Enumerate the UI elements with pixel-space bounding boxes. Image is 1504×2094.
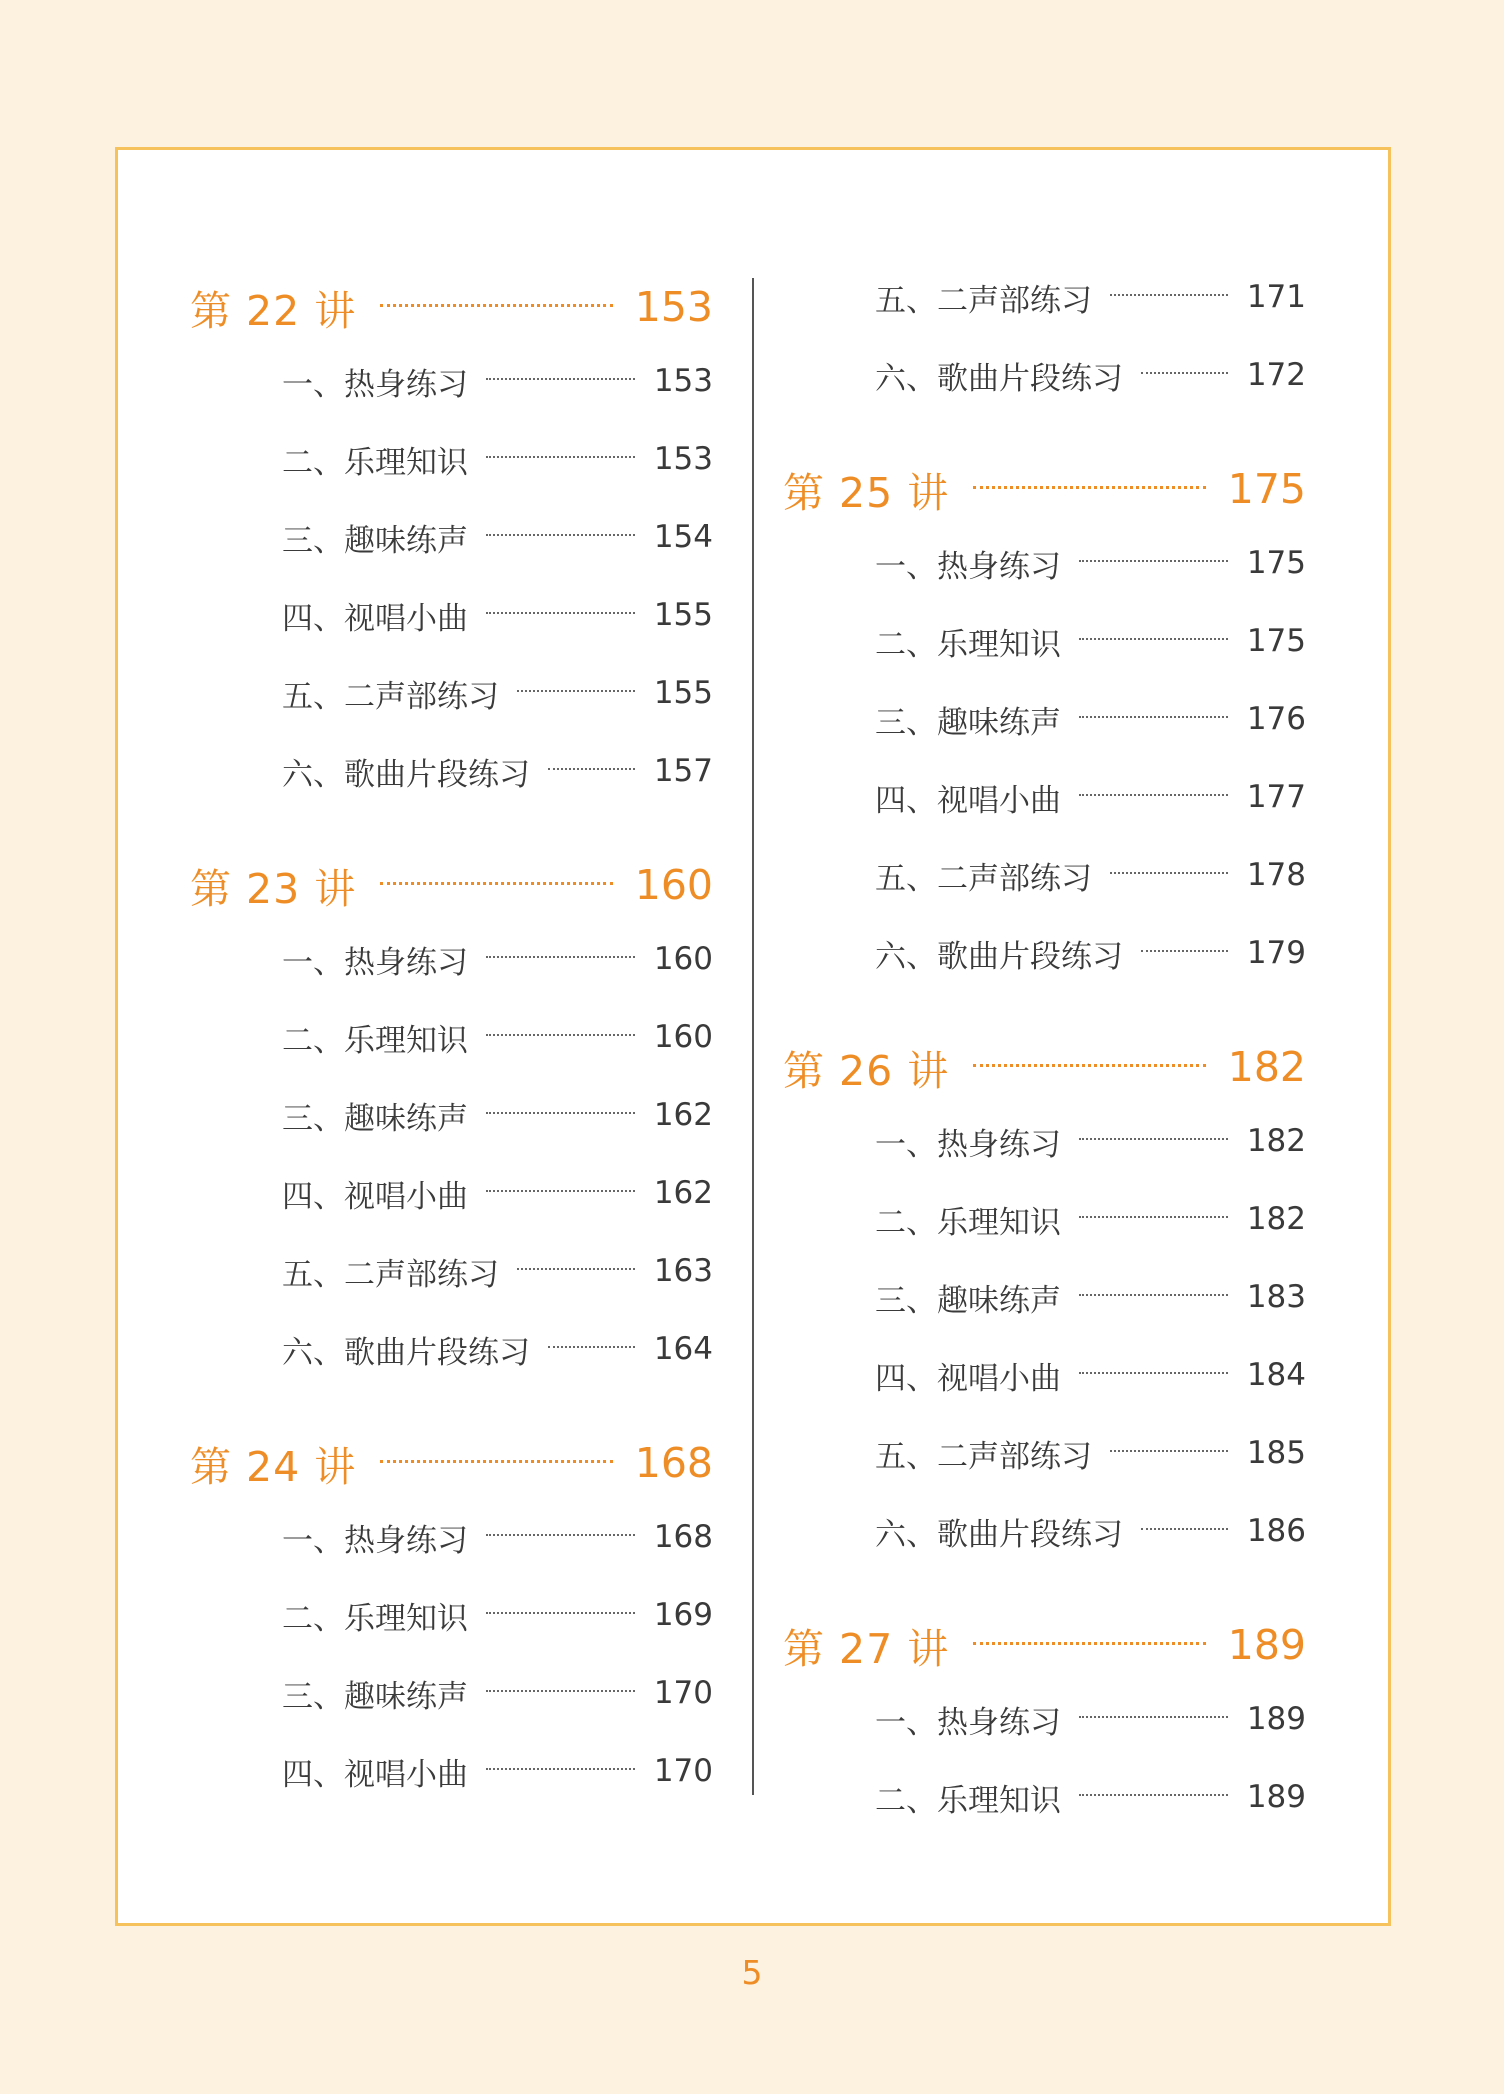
page-ref: 189 [1246, 1701, 1306, 1737]
toc-section-entry[interactable] [783, 258, 1306, 336]
page-ref: 160 [653, 941, 713, 977]
dot-leader [486, 956, 635, 958]
toc-chapter-entry[interactable] [190, 1414, 713, 1498]
toc-section-entry[interactable] [190, 1232, 713, 1310]
toc-section-entry[interactable] [783, 1258, 1306, 1336]
section-title: 三、趣味练声 [282, 1678, 468, 1715]
page-ref: 162 [653, 1175, 713, 1211]
page-ref: 155 [653, 675, 713, 711]
section-title: 一、热身练习 [282, 944, 468, 981]
page-ref: 171 [1246, 279, 1306, 315]
page-ref: 157 [653, 753, 713, 789]
section-title: 五、二声部练习 [282, 1256, 499, 1293]
dot-leader [1079, 1216, 1228, 1218]
toc-section-entry[interactable] [190, 732, 713, 810]
chapter-title: 第 22 讲 [190, 286, 357, 335]
page-ref: 182 [1246, 1201, 1306, 1237]
dot-leader [517, 1268, 635, 1270]
section-title: 三、趣味练声 [875, 704, 1061, 741]
toc-section-entry[interactable] [783, 336, 1306, 414]
dot-leader [1079, 1294, 1228, 1296]
toc-section-entry[interactable] [190, 920, 713, 998]
section-title: 二、乐理知识 [875, 1204, 1061, 1241]
dot-leader [1079, 1716, 1228, 1718]
page-ref: 183 [1246, 1279, 1306, 1315]
dot-leader [486, 1690, 635, 1692]
page-ref: 186 [1246, 1513, 1306, 1549]
section-title: 一、热身练习 [875, 1704, 1061, 1741]
toc-section-entry[interactable] [190, 1154, 713, 1232]
page-ref: 189 [1227, 1621, 1306, 1669]
section-title: 四、视唱小曲 [875, 782, 1061, 819]
page-ref: 155 [653, 597, 713, 633]
dot-leader [973, 486, 1205, 489]
section-title: 三、趣味练声 [875, 1282, 1061, 1319]
section-title: 五、二声部练习 [875, 1438, 1092, 1475]
section-title: 二、乐理知识 [875, 626, 1061, 663]
page-ref: 153 [653, 363, 713, 399]
section-title: 四、视唱小曲 [282, 1178, 468, 1215]
column-divider [752, 278, 754, 1795]
toc-section-entry[interactable] [190, 1654, 713, 1732]
dot-leader [380, 1460, 612, 1463]
toc-section-entry[interactable] [190, 1576, 713, 1654]
page-ref: 168 [653, 1519, 713, 1555]
page-ref: 160 [653, 1019, 713, 1055]
dot-leader [548, 768, 635, 770]
toc-chapter-entry[interactable] [190, 258, 713, 342]
page-ref: 160 [634, 861, 713, 909]
toc-section-entry[interactable] [190, 576, 713, 654]
toc-section-entry[interactable] [783, 1336, 1306, 1414]
chapter-title: 第 27 讲 [783, 1624, 950, 1673]
toc-section-entry[interactable] [783, 524, 1306, 602]
dot-leader [1079, 560, 1228, 562]
page-ref: 168 [634, 1439, 713, 1487]
toc-section-entry[interactable] [783, 1180, 1306, 1258]
toc-section-entry[interactable] [783, 602, 1306, 680]
section-title: 六、歌曲片段练习 [875, 360, 1123, 397]
section-title: 五、二声部练习 [875, 860, 1092, 897]
dot-leader [1110, 872, 1228, 874]
chapter-title: 第 26 讲 [783, 1046, 950, 1095]
dot-leader [380, 882, 612, 885]
toc-section-entry[interactable] [190, 1498, 713, 1576]
chapter-title: 第 23 讲 [190, 864, 357, 913]
dot-leader [486, 1034, 635, 1036]
page-ref: 177 [1246, 779, 1306, 815]
toc-chapter-entry[interactable] [783, 440, 1306, 524]
page-ref: 182 [1246, 1123, 1306, 1159]
section-title: 六、歌曲片段练习 [282, 756, 530, 793]
page-ref: 153 [634, 283, 713, 331]
dot-leader [486, 1190, 635, 1192]
dot-leader [486, 456, 635, 458]
dot-leader [973, 1064, 1205, 1067]
page-ref: 154 [653, 519, 713, 555]
section-title: 四、视唱小曲 [282, 1756, 468, 1793]
toc-section-entry[interactable] [190, 998, 713, 1076]
dot-leader [1141, 372, 1228, 374]
dot-leader [1110, 294, 1228, 296]
page-ref: 189 [1246, 1779, 1306, 1815]
section-title: 二、乐理知识 [282, 444, 468, 481]
section-title: 四、视唱小曲 [875, 1360, 1061, 1397]
toc-chapter-entry[interactable] [190, 836, 713, 920]
toc-right-column [783, 258, 1306, 1836]
page-ref: 176 [1246, 701, 1306, 737]
dot-leader [380, 304, 612, 307]
toc-section-entry[interactable] [783, 1414, 1306, 1492]
page-ref: 153 [653, 441, 713, 477]
section-title: 一、热身练习 [875, 1126, 1061, 1163]
dot-leader [1079, 1372, 1228, 1374]
page-number: 5 [741, 1953, 763, 1992]
section-title: 二、乐理知识 [875, 1782, 1061, 1819]
dot-leader [486, 534, 635, 536]
dot-leader [1110, 1450, 1228, 1452]
dot-leader [486, 1612, 635, 1614]
section-title: 一、热身练习 [875, 548, 1061, 585]
dot-leader [973, 1642, 1205, 1645]
chapter-title: 第 25 讲 [783, 468, 950, 517]
page-ref: 172 [1246, 357, 1306, 393]
page-ref: 163 [653, 1253, 713, 1289]
toc-section-entry[interactable] [783, 1492, 1306, 1570]
toc-section-entry[interactable] [190, 1310, 713, 1388]
section-title: 六、歌曲片段练习 [875, 1516, 1123, 1553]
page-ref: 170 [653, 1675, 713, 1711]
dot-leader [517, 690, 635, 692]
page-ref: 175 [1246, 623, 1306, 659]
toc-chapter-entry[interactable] [783, 1018, 1306, 1102]
toc-left-column [190, 258, 713, 1810]
dot-leader [1141, 950, 1228, 952]
dot-leader [486, 1768, 635, 1770]
dot-leader [548, 1346, 635, 1348]
page-ref: 169 [653, 1597, 713, 1633]
toc-section-entry[interactable] [783, 1102, 1306, 1180]
section-title: 二、乐理知识 [282, 1600, 468, 1637]
toc-section-entry[interactable] [783, 1758, 1306, 1836]
dot-leader [1079, 794, 1228, 796]
section-title: 六、歌曲片段练习 [282, 1334, 530, 1371]
dot-leader [1079, 1138, 1228, 1140]
chapter-title: 第 24 讲 [190, 1442, 357, 1491]
toc-section-entry[interactable] [783, 914, 1306, 992]
page-ref: 178 [1246, 857, 1306, 893]
toc-section-entry[interactable] [190, 654, 713, 732]
section-title: 四、视唱小曲 [282, 600, 468, 637]
page-ref: 185 [1246, 1435, 1306, 1471]
toc-section-entry[interactable] [190, 1732, 713, 1810]
page-ref: 162 [653, 1097, 713, 1133]
section-title: 三、趣味练声 [282, 522, 468, 559]
toc-section-entry[interactable] [190, 342, 713, 420]
dot-leader [486, 378, 635, 380]
page-ref: 179 [1246, 935, 1306, 971]
section-title: 三、趣味练声 [282, 1100, 468, 1137]
dot-leader [1141, 1528, 1228, 1530]
page-ref: 170 [653, 1753, 713, 1789]
section-title: 五、二声部练习 [282, 678, 499, 715]
dot-leader [1079, 716, 1228, 718]
dot-leader [486, 1112, 635, 1114]
toc-section-entry[interactable] [190, 420, 713, 498]
section-title: 五、二声部练习 [875, 282, 1092, 319]
dot-leader [486, 612, 635, 614]
page-ref: 184 [1246, 1357, 1306, 1393]
section-title: 一、热身练习 [282, 366, 468, 403]
section-title: 一、热身练习 [282, 1522, 468, 1559]
toc-section-entry[interactable] [190, 498, 713, 576]
section-title: 二、乐理知识 [282, 1022, 468, 1059]
toc-section-entry[interactable] [783, 680, 1306, 758]
dot-leader [486, 1534, 635, 1536]
page-ref: 164 [653, 1331, 713, 1367]
dot-leader [1079, 1794, 1228, 1796]
page-ref: 182 [1227, 1043, 1306, 1091]
page-ref: 175 [1227, 465, 1306, 513]
toc-section-entry[interactable] [783, 758, 1306, 836]
toc-section-entry[interactable] [190, 1076, 713, 1154]
section-title: 六、歌曲片段练习 [875, 938, 1123, 975]
toc-chapter-entry[interactable] [783, 1596, 1306, 1680]
toc-section-entry[interactable] [783, 1680, 1306, 1758]
dot-leader [1079, 638, 1228, 640]
toc-section-entry[interactable] [783, 836, 1306, 914]
page-ref: 175 [1246, 545, 1306, 581]
